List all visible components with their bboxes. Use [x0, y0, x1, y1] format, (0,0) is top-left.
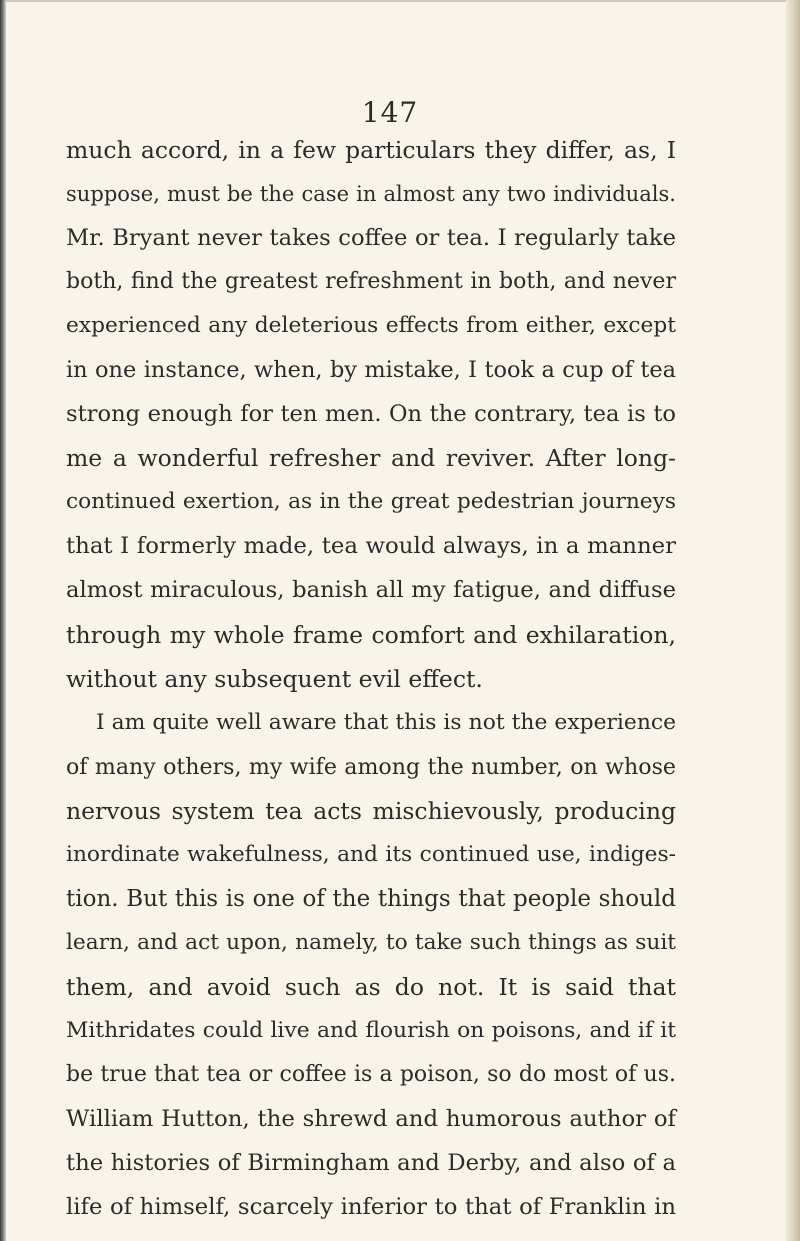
- text-line: them, and avoid such as do not. It is said that: [66, 972, 676, 1001]
- text-line: learn, and act upon, namely, to take such things as suit: [66, 929, 676, 955]
- text-line: be true that tea or coffee is a poison, so do most of us.: [66, 1061, 676, 1087]
- text-line: life of himself, scarcely inferior to that of Franklin in: [66, 1194, 676, 1221]
- text-line: almost miraculous, banish all my fatigue, and diffuse: [66, 577, 676, 604]
- page-right-edge: [786, 0, 800, 1241]
- text-line: me a wonderful refresher and reviver. After long-: [66, 444, 676, 473]
- text-line: suppose, must be the case in almost any two individuals.: [66, 181, 676, 207]
- text-line: the histories of Birmingham and Derby, and also of a: [66, 1150, 676, 1177]
- text-line: in one instance, when, by mistake, I took a cup of tea: [66, 357, 676, 384]
- text-line: inordinate wakefulness, and its continued use, indiges-: [66, 841, 676, 867]
- text-line: experienced any deleterious effects from either, except: [66, 313, 676, 339]
- text-line: Mithridates could live and flourish on poisons, and if it: [66, 1017, 676, 1043]
- text-line: nervous system tea acts mischievously, producing: [66, 796, 676, 825]
- paragraph-start-line: I am quite well aware that this is not the experience: [96, 709, 676, 735]
- text-line: both, find the greatest refreshment in both, and never: [66, 269, 676, 295]
- text-line: through my whole frame comfort and exhilaration,: [66, 620, 676, 649]
- page-number: 147: [361, 96, 419, 129]
- page-binding-edge: [0, 0, 6, 1241]
- text-line: Mr. Bryant never takes coffee or tea. I regularly take: [66, 225, 676, 252]
- text-line: continued exertion, as in the great pedestrian journeys: [66, 489, 676, 515]
- text-line: strong enough for ten men. On the contrary, tea is to: [66, 401, 676, 428]
- text-line: tion. But this is one of the things that people should: [66, 885, 676, 912]
- text-line: much accord, in a few particulars they differ, as, I: [66, 136, 676, 164]
- text-line: of many others, my wife among the number, on whose: [66, 753, 676, 780]
- text-line: that I formerly made, tea would always, in a manner: [66, 533, 676, 560]
- body-text: [66, 128, 676, 1229]
- page-top-edge: [0, 0, 800, 2]
- text-line: William Hutton, the shrewd and humorous author of: [66, 1106, 676, 1133]
- paragraph-end-line: without any subsequent evil effect.: [66, 664, 483, 693]
